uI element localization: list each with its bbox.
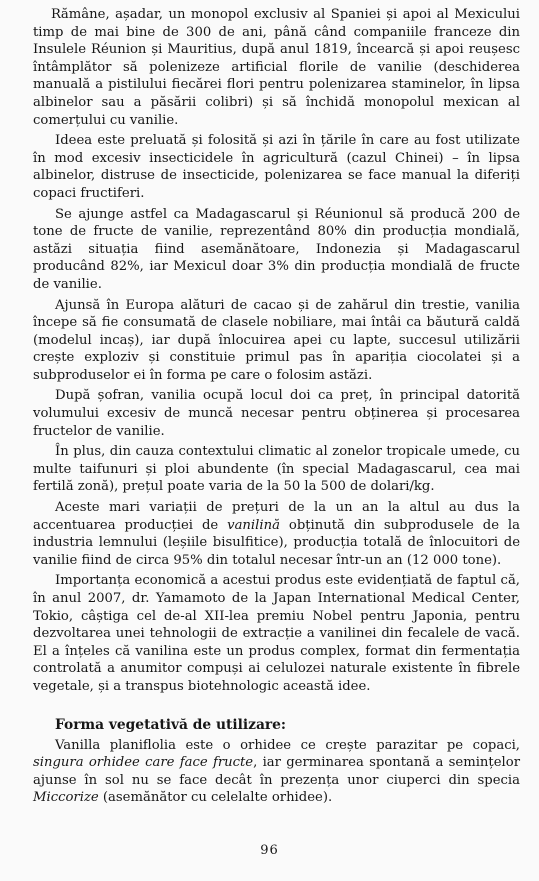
page-number: 96	[260, 843, 279, 858]
text-run: Aceste mari variații de prețuri de la un an la altul au dus la accentuarea producției de	[33, 500, 520, 533]
paragraph	[33, 499, 520, 569]
paragraph	[33, 6, 520, 129]
italic-text: vanilină	[227, 517, 280, 533]
section-text	[33, 737, 520, 807]
paragraph	[33, 737, 520, 807]
text-run: Importanța economică a acestui produs este evidențiată de faptul că, în anul 2007, dr. Yamamoto de la Japan International Medical Center, Tokio, câștiga cel de-al XII-lea premiu Nobel pentru Japonia, pentru dezvoltarea unei tehnologii de extracție a vanilinei din fecalele de vacă. El a înțeles că vanilina este un produs complex, format din fermentația controlată a anumitor compuși ai celulozei naturale existente în fibrele vegetale, și a transpus biotehnologic această idee.	[33, 573, 520, 694]
italic-text: Miccorize	[33, 790, 99, 806]
text-run: , iar germinarea spontană a semințelor ajunse în sol nu se face decât în prezența unor ciuperci din specia	[33, 755, 520, 788]
text-run: Rămâne, așadar, un monopol exclusiv al Spaniei și apoi al Mexicului timp de mai bine de 300 de ani, până când companiile franceze din Insulele Réunion și Mauritius, după anul 1819, încearcă și apoi reușesc întâmplător să polenizeze artificial florile de vanilie (deschiderea manuală a pistilului fiecărei flori pentru polenizarea staminelor, în lipsa albinelor sau a păsării colibri) și să închidă monopolul mexican al comerțului cu vanilie.	[33, 7, 520, 128]
paragraph	[33, 297, 520, 385]
paragraph	[33, 206, 520, 294]
paragraph	[33, 387, 520, 440]
text-run: obținută din subprodusele de la industria lemnului (leșiile bisulfitice), producția totală de înlocuitori de vanilie fiind de circa 95% din totalul necesar într-un an (12 000 tone).	[33, 517, 520, 568]
text-run: Ajunsă în Europa alături de cacao și de zahărul din trestie, vanilia începe să fie consumată de clasele nobiliare, mai întâi ca băutură caldă (modelul incaș), iar după înlocuirea apei cu lapte, succesul utilizării crește exploziv și constituie primul pas în apariția ciocolatei și a subproduselor ei în forma pe care o folosim astăzi.	[33, 297, 520, 383]
text-run: În plus, din cauza contextului climatic al zonelor tropicale umede, cu multe taifunuri și ploi abundente (în special Madagascarul, cea mai fertilă zonă), prețul poate varia de la 50 la 500 de dolari/kg.	[33, 444, 520, 495]
text-run: (asemănător cu celelalte orhidee).	[98, 790, 333, 806]
paragraph	[33, 443, 520, 496]
text-run: Vanilla planiflolia este o orhidee ce crește parazitar pe copaci,	[55, 737, 520, 753]
section-heading: Forma vegetativă de utilizare:	[55, 716, 287, 733]
text-run: După șofran, vanilia ocupă locul doi ca preț, în principal datorită volumului excesiv de muncă necesar pentru obținerea și procesarea fructelor de vanilie.	[33, 388, 520, 439]
paragraph	[33, 132, 520, 202]
paragraph	[33, 572, 520, 695]
text-run: Ideea este preluată și folosită și azi în țările în care au fost utilizate în mod excesiv insecticidele în agricultură (cazul Chinei) – în lipsa albinelor, distruse de insecticide, polenizarea se face manual la diferiți copaci fructiferi.	[33, 133, 520, 201]
italic-text: singura orhidee care face fructe	[33, 755, 254, 771]
body-text	[33, 6, 520, 696]
text-run: Se ajunge astfel ca Madagascarul și Réunionul să producă 200 de tone de fructe de vanilie, reprezentând 80% din producția mondială, astăzi situația fiind asemănătoare, Indonezia și Madagascarul producând 82%, iar Mexicul doar 3% din producția mondială de fructe de vanilie.	[33, 206, 520, 292]
